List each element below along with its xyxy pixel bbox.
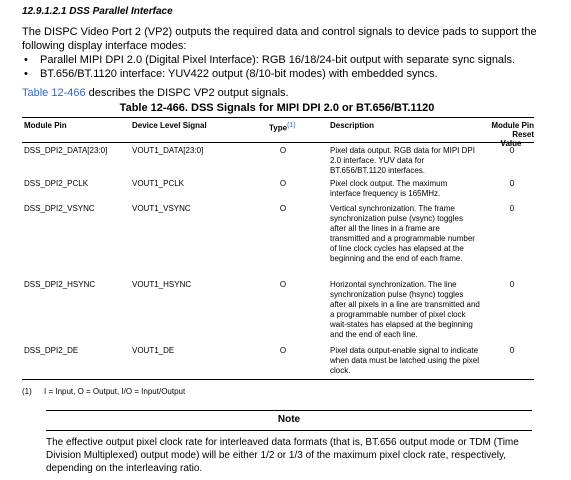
signals-table (22, 117, 534, 380)
type-footnote-link[interactable]: (1) (287, 122, 296, 129)
header-reset-line2: Value (500, 139, 522, 148)
cell-reset-value: 0 (509, 280, 515, 289)
cell-module-pin: DSS_DPI2_DE (24, 346, 79, 355)
bullet-icon: • (24, 54, 28, 66)
table-row (22, 176, 534, 201)
cell-reset-value: 0 (509, 204, 515, 213)
intro-paragraph: The DISPC Video Port 2 (VP2) outputs the required data and control signals to device pads to support the following display interface modes: (22, 26, 537, 52)
footnote-number: (1) (22, 387, 32, 396)
cell-device-signal: VOUT1_PCLK (132, 179, 185, 188)
cell-description: Pixel data output. RGB data for MIPI DPI 2.0 interface. YUV data for BT.656/BT.1120 interfaces. (330, 146, 475, 175)
header-reset-line1: Module Pin Reset (491, 121, 534, 139)
cell-description: Pixel data output-enable signal to indicate when data must be latched using the pixel clock. (330, 346, 479, 375)
table-reference-line (22, 86, 289, 100)
cell-module-pin: DSS_DPI2_VSYNC (24, 204, 95, 213)
section-heading: 12.9.1.2.1 DSS Parallel Interface (22, 6, 173, 17)
table-title: Table 12-466. DSS Signals for MIPI DPI 2.0 or BT.656/BT.1120 (119, 102, 435, 114)
cell-module-pin: DSS_DPI2_HSYNC (24, 280, 96, 289)
cell-device-signal: VOUT1_DE (132, 346, 175, 355)
note-body: The effective output pixel clock rate for interleaved data formats (that is, BT.656 output mode or TDM (Time Division Multiplexed) output mode) will be either 1/2 or 1/3 of the maximum pixel clock rate, respectively, depending on the interleaving ratio. (46, 437, 519, 474)
header-module-pin: Module Pin (24, 121, 67, 130)
note-box (46, 410, 532, 475)
cell-type: O (279, 146, 287, 155)
footnote-text: I = Input, O = Output, I/O = Input/Output (44, 387, 186, 396)
cell-description: Vertical synchronization. The frame synchronization pulse (vsync) toggles after all the lines in a frame are transmitted and a programmable number of line clock cycles has elapsed at the beginning and the end of each frame. (330, 204, 475, 263)
cell-type: O (279, 280, 287, 289)
cell-description: Horizontal synchronization. The line synchronization pulse (hsync) toggles after all pixels in a line are transmitted and a programmable number of pixel clock wait-states has elapsed at the beginning and the end of each line. (330, 280, 480, 339)
cell-type: O (279, 179, 287, 188)
cell-type: O (279, 346, 287, 355)
cell-type: O (279, 204, 287, 213)
list-item-text: Parallel MIPI DPI 2.0 (Digital Pixel Interface): RGB 16/18/24-bit output with separate sync signals. (40, 54, 516, 66)
table-row (22, 201, 534, 277)
cell-description: Pixel clock output. The maximum interface frequency is 165MHz. (330, 179, 448, 198)
cell-device-signal: VOUT1_VSYNC (132, 204, 191, 213)
table-footnote (22, 387, 185, 396)
cell-reset-value: 0 (509, 179, 515, 188)
list-item (22, 53, 562, 67)
cell-module-pin: DSS_DPI2_DATA[23:0] (24, 146, 108, 155)
cell-reset-value: 0 (509, 346, 515, 355)
cell-device-signal: VOUT1_DATA[23:0] (132, 146, 204, 155)
cell-device-signal: VOUT1_HSYNC (132, 280, 192, 289)
table-header-row (22, 118, 534, 148)
header-description: Description (330, 121, 375, 130)
interface-mode-list (22, 53, 562, 81)
header-type (269, 121, 296, 133)
header-type-label: Type (269, 123, 288, 133)
table-row (22, 143, 534, 176)
note-title: Note (46, 414, 532, 431)
list-item (22, 67, 562, 81)
table-reference-text: describes the DISPC VP2 output signals. (85, 87, 289, 99)
table-row (22, 343, 534, 379)
header-device-signal: Device Level Signal (132, 121, 207, 130)
cell-reset-value: 0 (509, 146, 515, 155)
bullet-icon: • (24, 68, 28, 80)
table-reference-link[interactable]: Table 12-466 (22, 87, 86, 99)
cell-module-pin: DSS_DPI2_PCLK (24, 179, 89, 188)
table-row (22, 277, 534, 343)
list-item-text: BT.656/BT.1120 interface: YUV422 output (8/10-bit modes) with embedded syncs. (40, 68, 438, 80)
